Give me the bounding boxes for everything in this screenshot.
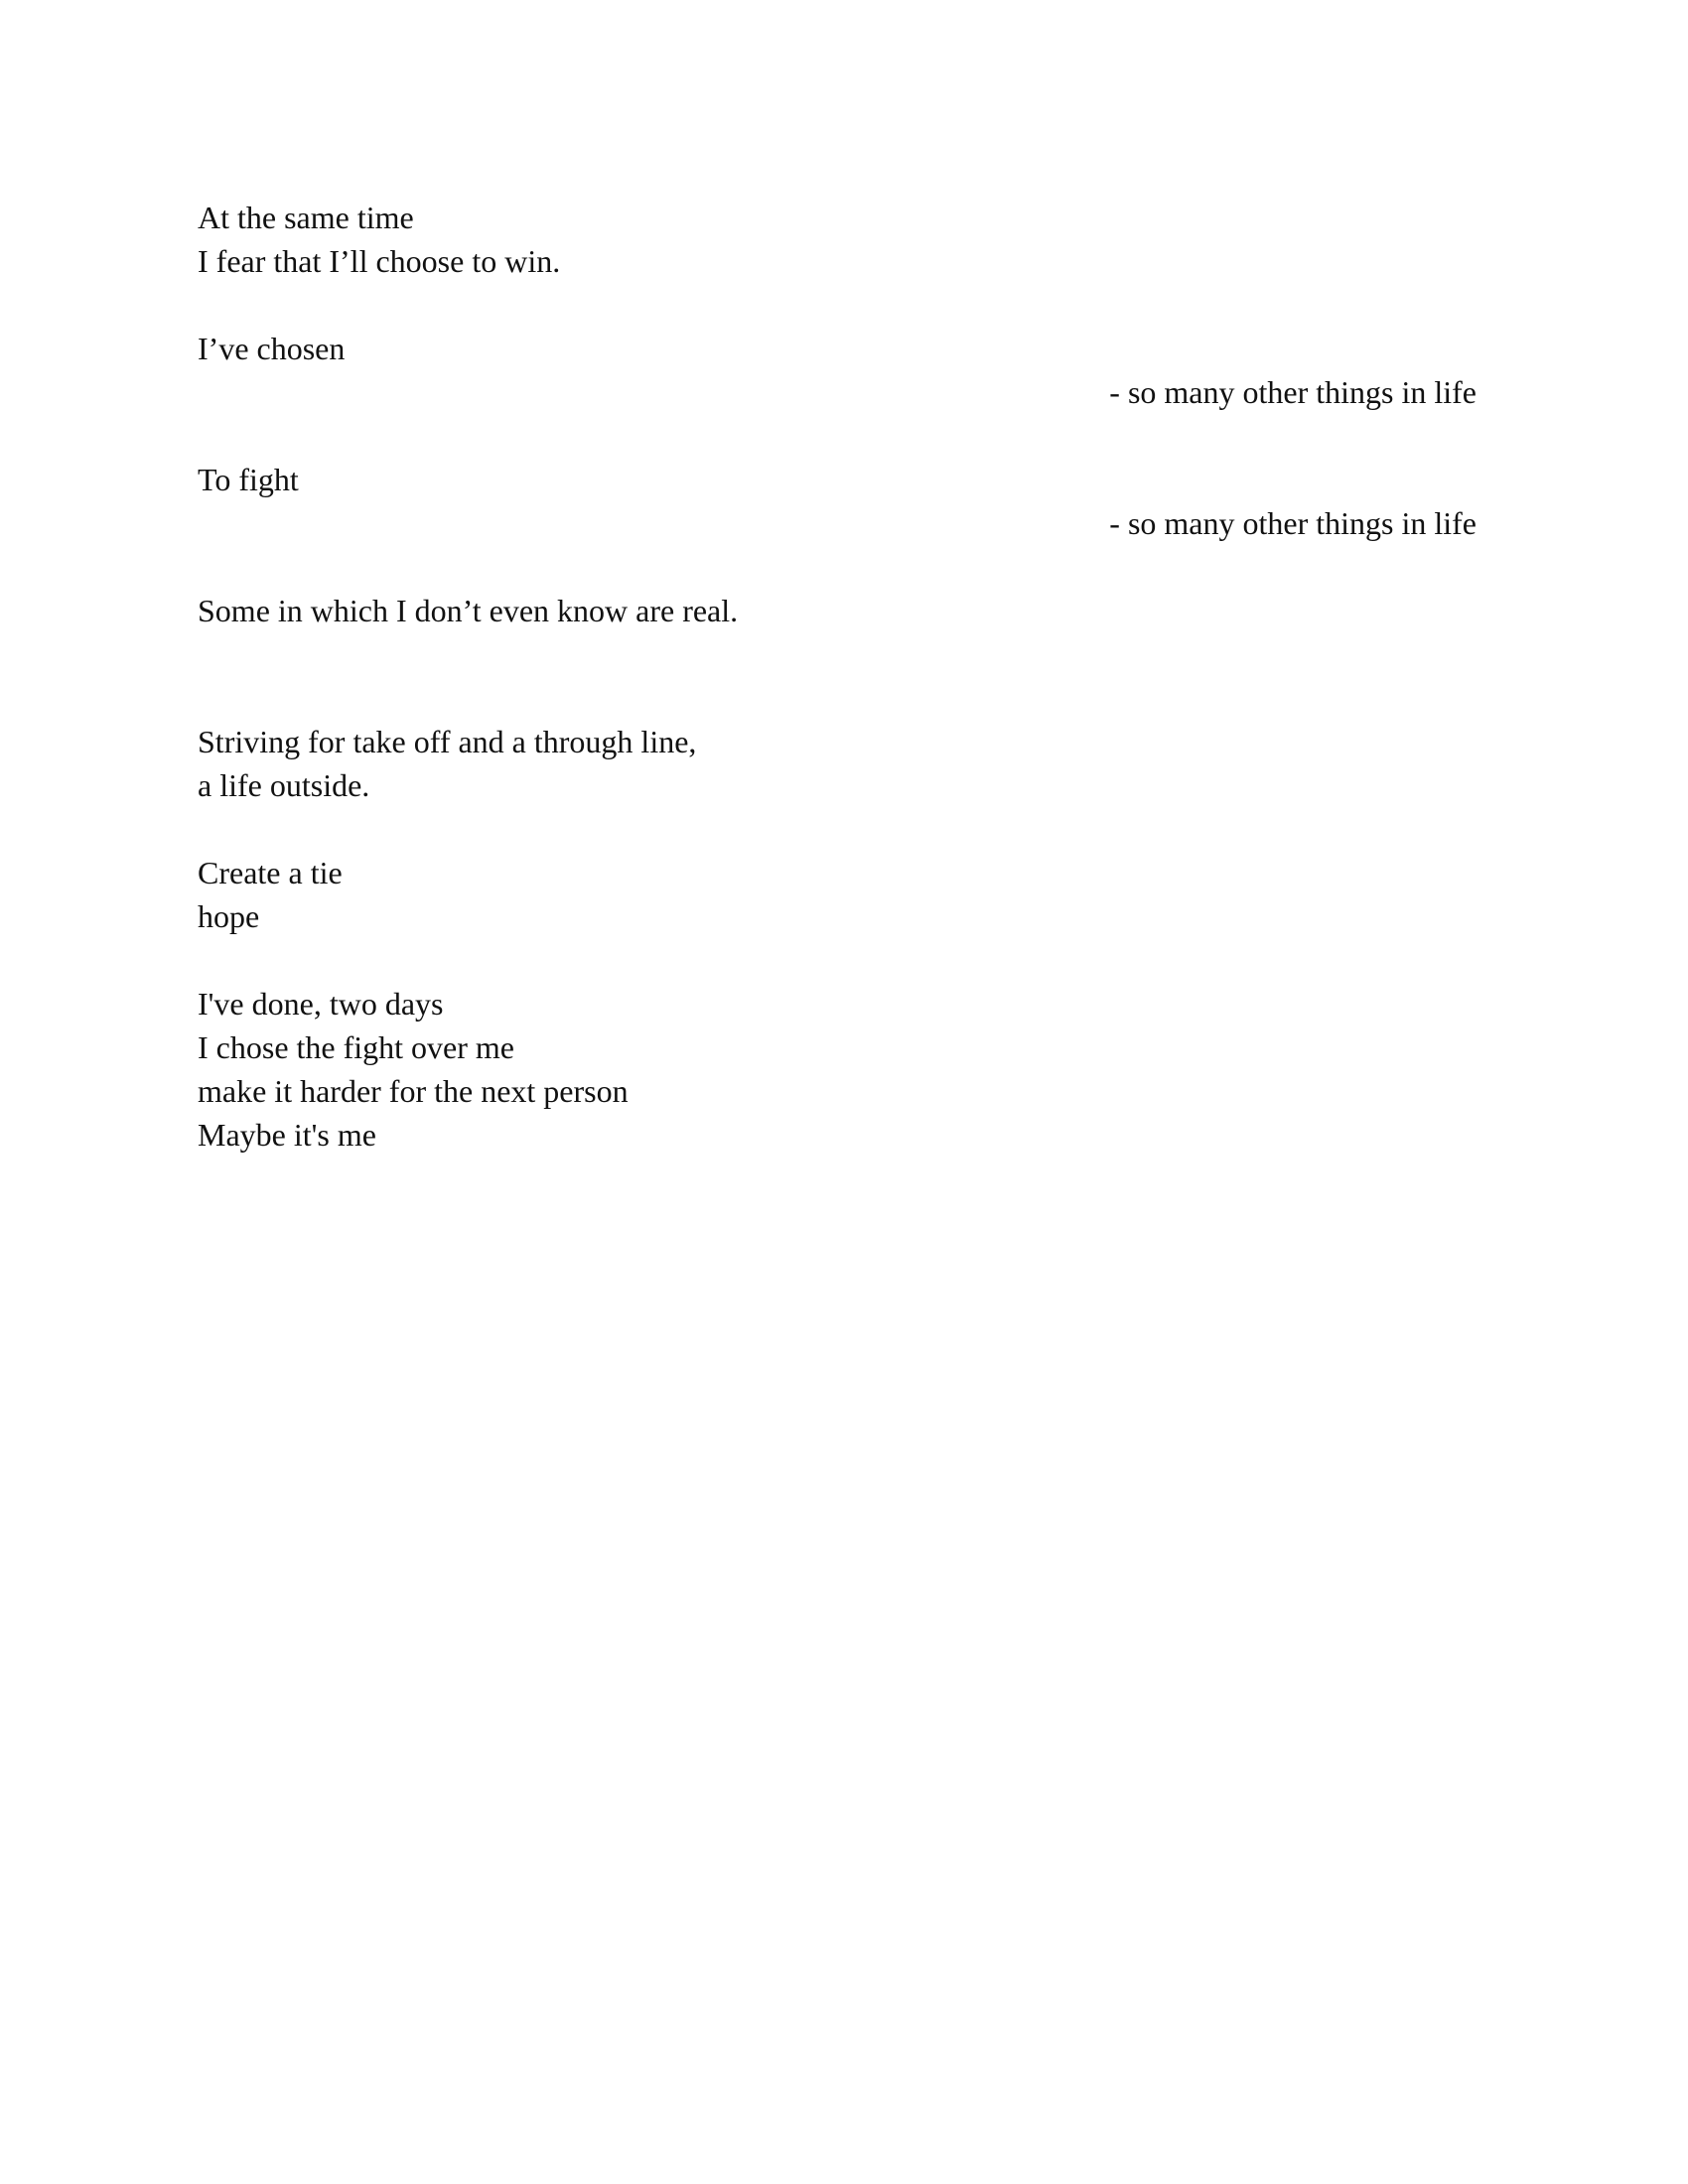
poem-line-right-aligned: - so many other things in life	[1109, 374, 1477, 410]
poem-line: I fear that I’ll choose to win.	[198, 243, 561, 279]
poem-line-right-aligned: - so many other things in life	[1109, 505, 1477, 541]
poem-line: Some in which I don’t even know are real.	[198, 593, 739, 628]
poem-line: Maybe it's me	[198, 1117, 376, 1153]
poem-line: I chose the fight over me	[198, 1029, 514, 1065]
poem-line: I've done, two days	[198, 986, 444, 1022]
poem-line: make it harder for the next person	[198, 1073, 629, 1109]
poem-line: I’ve chosen	[198, 331, 346, 366]
poem-line: At the same time	[198, 200, 414, 235]
poem-line: Create a tie	[198, 855, 343, 890]
poem-line: To fight	[198, 462, 299, 497]
poem-line: Striving for take off and a through line,	[198, 724, 697, 759]
poem-line: hope	[198, 898, 260, 934]
poem-line: a life outside.	[198, 767, 370, 803]
